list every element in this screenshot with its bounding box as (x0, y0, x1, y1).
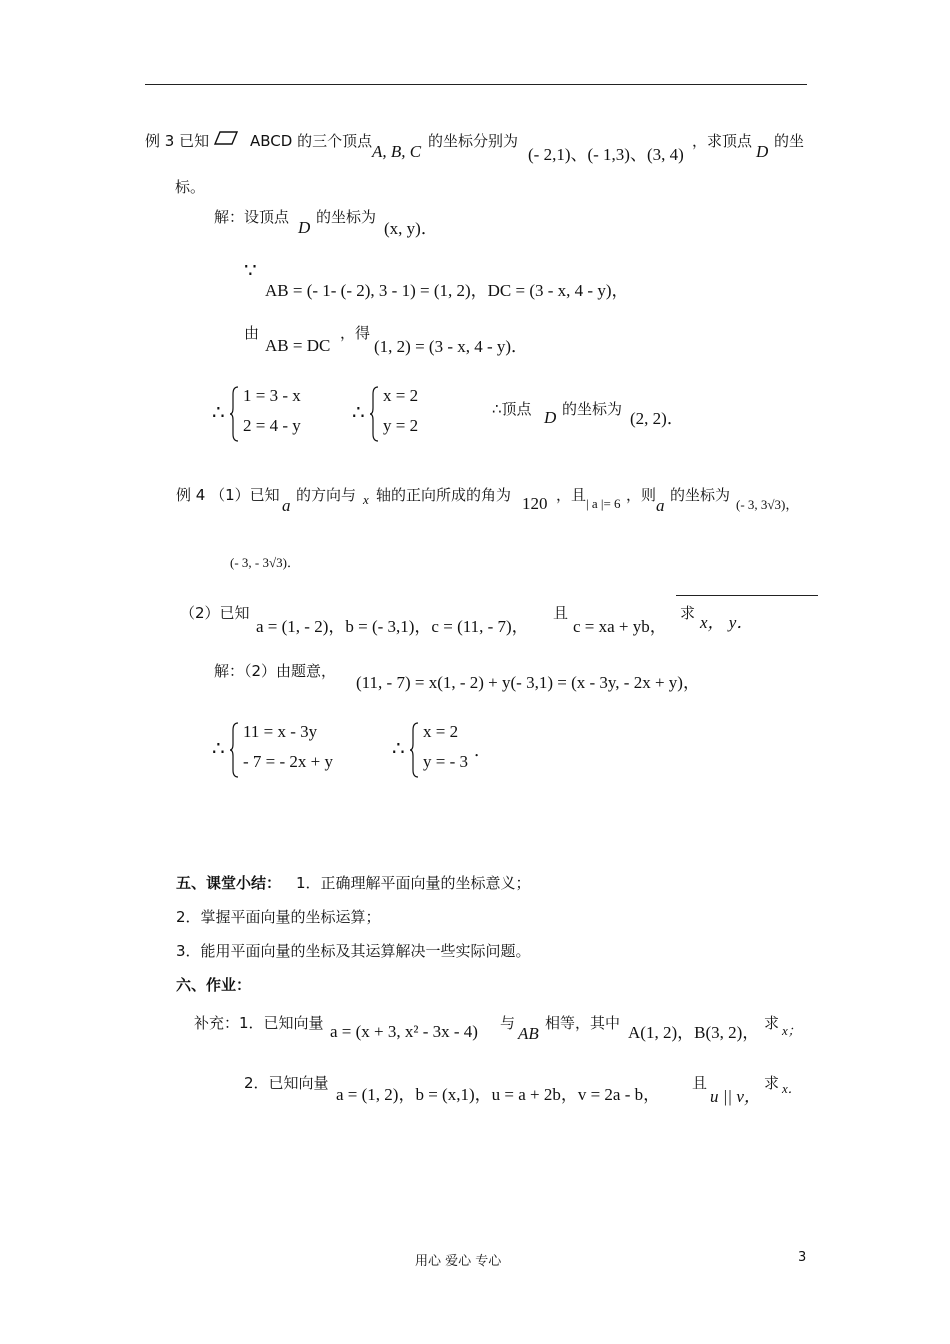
ex3-sysA1: 1 = 3 - x (243, 386, 301, 405)
ex3-ask2: 的坐 (774, 132, 805, 150)
therefore-symbol-2: ∴ (352, 402, 365, 424)
ex4-system-a (229, 722, 379, 780)
brace-icon (369, 386, 379, 442)
ex3-eq3: (1, 2) = (3 - x, 4 - y)． (374, 337, 529, 356)
ex3-conclusion2: 的坐标为 (562, 400, 623, 418)
hw-q1c: 相等，其中 (545, 1014, 621, 1032)
ex4-soleq: (11, - 7) = x(1, - 2) + y(- 3,1) = (x - 3y, - 2x + y)， (356, 673, 700, 692)
ex4-p2ask: 求 (680, 604, 696, 622)
hw-q1x: x； (782, 1023, 801, 1038)
ex4-label: 例 4 （1）已知 (176, 486, 280, 504)
brace-icon (229, 386, 239, 442)
ex3-eq1: AB = (- 1- (- 2), 3 - 1) = (1, 2)，DC = (3 - x, 4 - y)， (265, 281, 629, 300)
ex3-sysB2: y = 2 (383, 416, 419, 435)
ex3-sysB1: x = 2 (383, 386, 419, 405)
ex3-coords-label: 的坐标分别为 (428, 132, 519, 150)
hw-q1ab: AB (518, 1024, 539, 1043)
ex4-and: ，且 (556, 486, 587, 504)
ex3-ask: ，求顶点 (692, 132, 753, 150)
ex3-conc-d: D (544, 408, 557, 427)
therefore-symbol-4: ∴ (392, 738, 405, 760)
ex4-ans2: (- 3, - 3√3)． (230, 555, 300, 570)
ex4-coord: 的坐标为 (670, 486, 731, 504)
homework-heading: 六、作业： (176, 976, 252, 994)
ex4-then: ，则 (626, 486, 657, 504)
ex4-p2c: c = xa + yb， (573, 617, 667, 636)
ex3-xy: (x, y)． (384, 219, 438, 238)
parallelogram-icon (214, 131, 238, 145)
hw-q1ask: 求 (764, 1014, 780, 1032)
summary-item-1: 1．正确理解平面向量的坐标意义； (296, 874, 531, 892)
ex3-sol1: 解：设顶点 (214, 208, 290, 226)
ex3-system-b (369, 386, 449, 444)
ex4-ans1: (- 3, 3√3)， (736, 497, 799, 512)
ex4-angle: 120 (522, 494, 548, 513)
hw-q1a: 补充：1．已知向量 (194, 1014, 324, 1032)
hw-q2and: 且 (692, 1074, 708, 1092)
ex4-axis: 轴的正向所成的角为 (376, 486, 512, 504)
ex3-sol1b: 的坐标为 (316, 208, 377, 226)
ex4-p2xy: x， y． (700, 613, 754, 632)
ex4-sysA1: 11 = x - 3y (243, 722, 318, 741)
ex4-dir: 的方向与 (296, 486, 357, 504)
page-number: 3 (798, 1250, 807, 1265)
hw-q2x: x． (782, 1081, 801, 1096)
ex4-sysB1: x = 2 (423, 722, 459, 741)
hw-q1b: 与 (500, 1014, 516, 1032)
ex4-period: ． (474, 741, 491, 760)
ex4-p2eq: a = (1, - 2)，b = (- 3,1)，c = (11, - 7)， (256, 617, 529, 636)
summary-heading: 五、课堂小结： (176, 874, 282, 892)
ex3-d: D (756, 142, 769, 161)
ex3-sysA2: 2 = 4 - y (243, 416, 301, 435)
ex4-a: a (282, 496, 291, 515)
hw-q2par: u || v， (710, 1087, 761, 1106)
ex3-points: A, B, C (372, 142, 422, 161)
summary-item-3: 3．能用平面向量的坐标及其运算解决一些实际问题。 (176, 942, 531, 960)
ex3-abcd: ABCD 的三个顶点 (250, 132, 373, 150)
ex4-mod: | a |= 6 (586, 496, 621, 511)
ex4-sysA2: - 7 = - 2x + y (243, 752, 333, 771)
ex4-sysB2: y = - 3 (423, 752, 468, 771)
ex4-a2: a (656, 496, 665, 515)
ex3-eq2: AB = DC (265, 336, 331, 355)
hw-q1pts: A(1, 2)，B(3, 2)， (628, 1023, 760, 1042)
ex4-p2: （2）已知 (180, 604, 250, 622)
brace-icon (229, 722, 239, 778)
ex3-by: 由 (244, 324, 260, 342)
ex3-result: (2, 2)． (630, 409, 684, 428)
therefore-symbol-1: ∴ (212, 402, 225, 424)
hw-q2ask: 求 (764, 1074, 780, 1092)
therefore-symbol-3: ∴ (212, 738, 225, 760)
summary-item-2: 2．掌握平面向量的坐标运算； (176, 908, 381, 926)
because-symbol: ∵ (244, 260, 257, 282)
ex3-sol-d: D (298, 218, 311, 237)
hw-q2a: 2．已知向量 (244, 1074, 329, 1092)
hw-q1eq: a = (x + 3, x² - 3x - 4) (330, 1022, 478, 1041)
ex3-conclusion: ∴顶点 (492, 400, 532, 418)
ex4-x: x (363, 492, 369, 507)
ex4-p2and: 且 (553, 604, 569, 622)
ex4-sol: 解：（2）由题意， (214, 662, 337, 680)
header-rule (145, 84, 807, 85)
ex3-coords: (- 2,1)、(- 1,3)、(3, 4) (528, 145, 684, 164)
ex3-get: ，得 (340, 324, 371, 342)
overline-rule (676, 595, 818, 596)
hw-q2eq: a = (1, 2)，b = (x,1)，u = a + 2b，v = 2a - b， (336, 1085, 661, 1104)
ex3-label: 例 3 已知 (145, 132, 210, 150)
footer-center: 用心 爱心 专心 (415, 1254, 502, 1269)
ex3-system-a (229, 386, 349, 444)
ex3-ask3: 标。 (175, 178, 206, 196)
brace-icon (409, 722, 419, 778)
